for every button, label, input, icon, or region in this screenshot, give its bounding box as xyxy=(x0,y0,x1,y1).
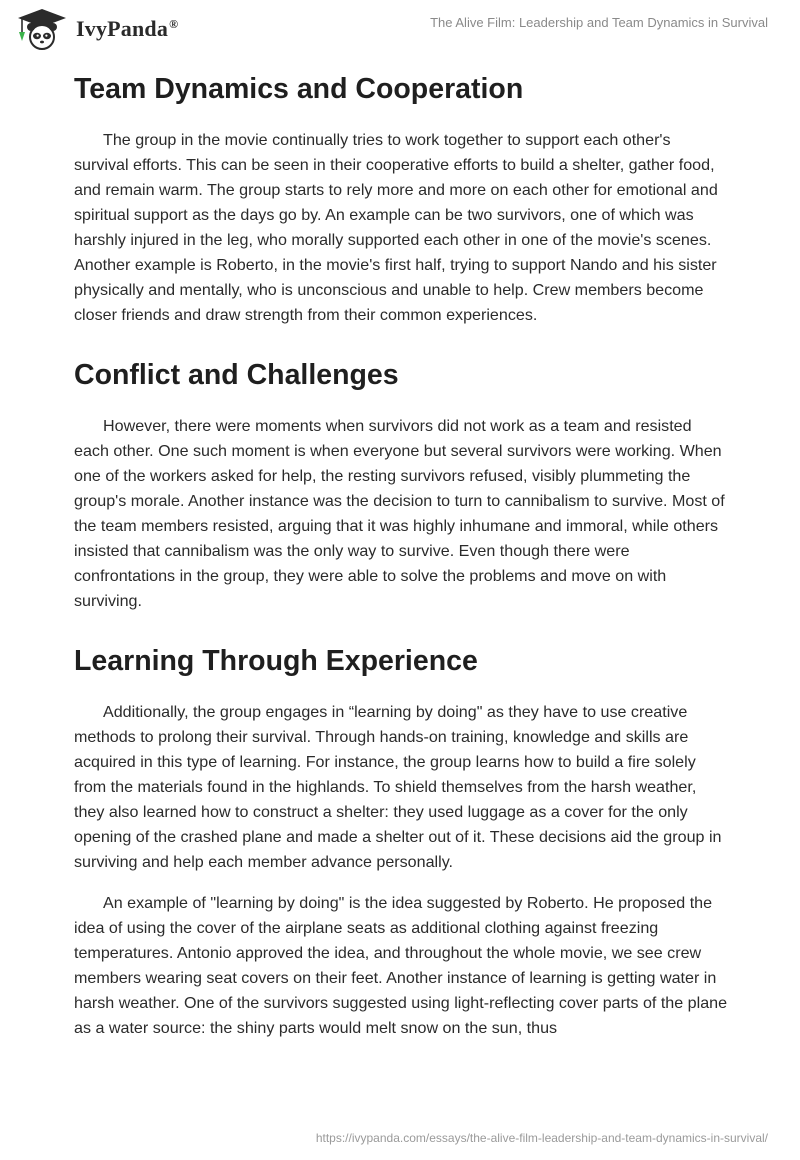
paragraph: Additionally, the group engages in “learning by doing" as they have to use creative methods to prolong their survival. Through hands-on training, knowledge and skills are acquired in this type of learning. For instance, the group learns how to build a fire solely from the materials found in the highlands. To shield themselves from the harsh weather, they also learned how to construct a shelter: they used luggage as a cover for the only opening of the crashed plane and made a shelter out of it. These decisions aid the group in surviving and help each member advance personally. xyxy=(74,703,722,871)
essay-body xyxy=(74,64,728,1057)
section-heading: Conflict and Challenges xyxy=(74,359,399,391)
page-header xyxy=(0,0,800,60)
section-heading: Learning Through Experience xyxy=(74,645,478,677)
panda-graduate-icon xyxy=(14,6,70,52)
section-heading: Team Dynamics and Cooperation xyxy=(74,73,524,105)
ivypanda-logo[interactable] xyxy=(14,6,178,52)
source-url[interactable]: https://ivypanda.com/essays/the-alive-film-leadership-and-team-dynamics-in-survival/ xyxy=(315,1131,768,1145)
paragraph: An example of "learning by doing" is the idea suggested by Roberto. He proposed the idea of using the cover of the airplane seats as additional clothing against freezing temperatures. Antonio approved the idea, and throughout the whole movie, we see crew members wearing seat covers on their feet. Another instance of learning is getting water in harsh weather. One of the survivors suggested using light-reflecting cover parts of the plane as a water source: the shiny parts would melt snow on the sun, thus xyxy=(74,894,728,1037)
paragraph: However, there were moments when survivors did not work as a team and resisted each other. One such moment is when everyone but several survivors were working. When one of the workers asked for help, the resting survivors refused, visibly plummeting the group's morale. Another instance was the decision to turn to cannibalism to survive. Most of the team members resisted, arguing that it was highly inhumane and immoral, while others insisted that cannibalism was the only way to survive. Even though there were confrontations in the group, they were able to solve the problems and move on with surviving. xyxy=(74,417,725,610)
document-title: The Alive Film: Leadership and Team Dynamics in Survival xyxy=(430,15,768,30)
brand-name: IvyPanda® xyxy=(76,16,179,41)
paragraph: The group in the movie continually tries to work together to support each other's survival efforts. This can be seen in their cooperative efforts to build a shelter, gather food, and remain warm. The group starts to rely more and more on each other for emotional and spiritual support as the days go by. An example can be two survivors, one of which was harshly injured in the leg, who morally supported each other in one of the movie's scenes. Another example is Roberto, in the movie's first half, trying to support Nando and his sister physically and mentally, who is unconscious and unable to help. Crew members become closer friends and draw strength from their common experiences. xyxy=(74,131,718,324)
